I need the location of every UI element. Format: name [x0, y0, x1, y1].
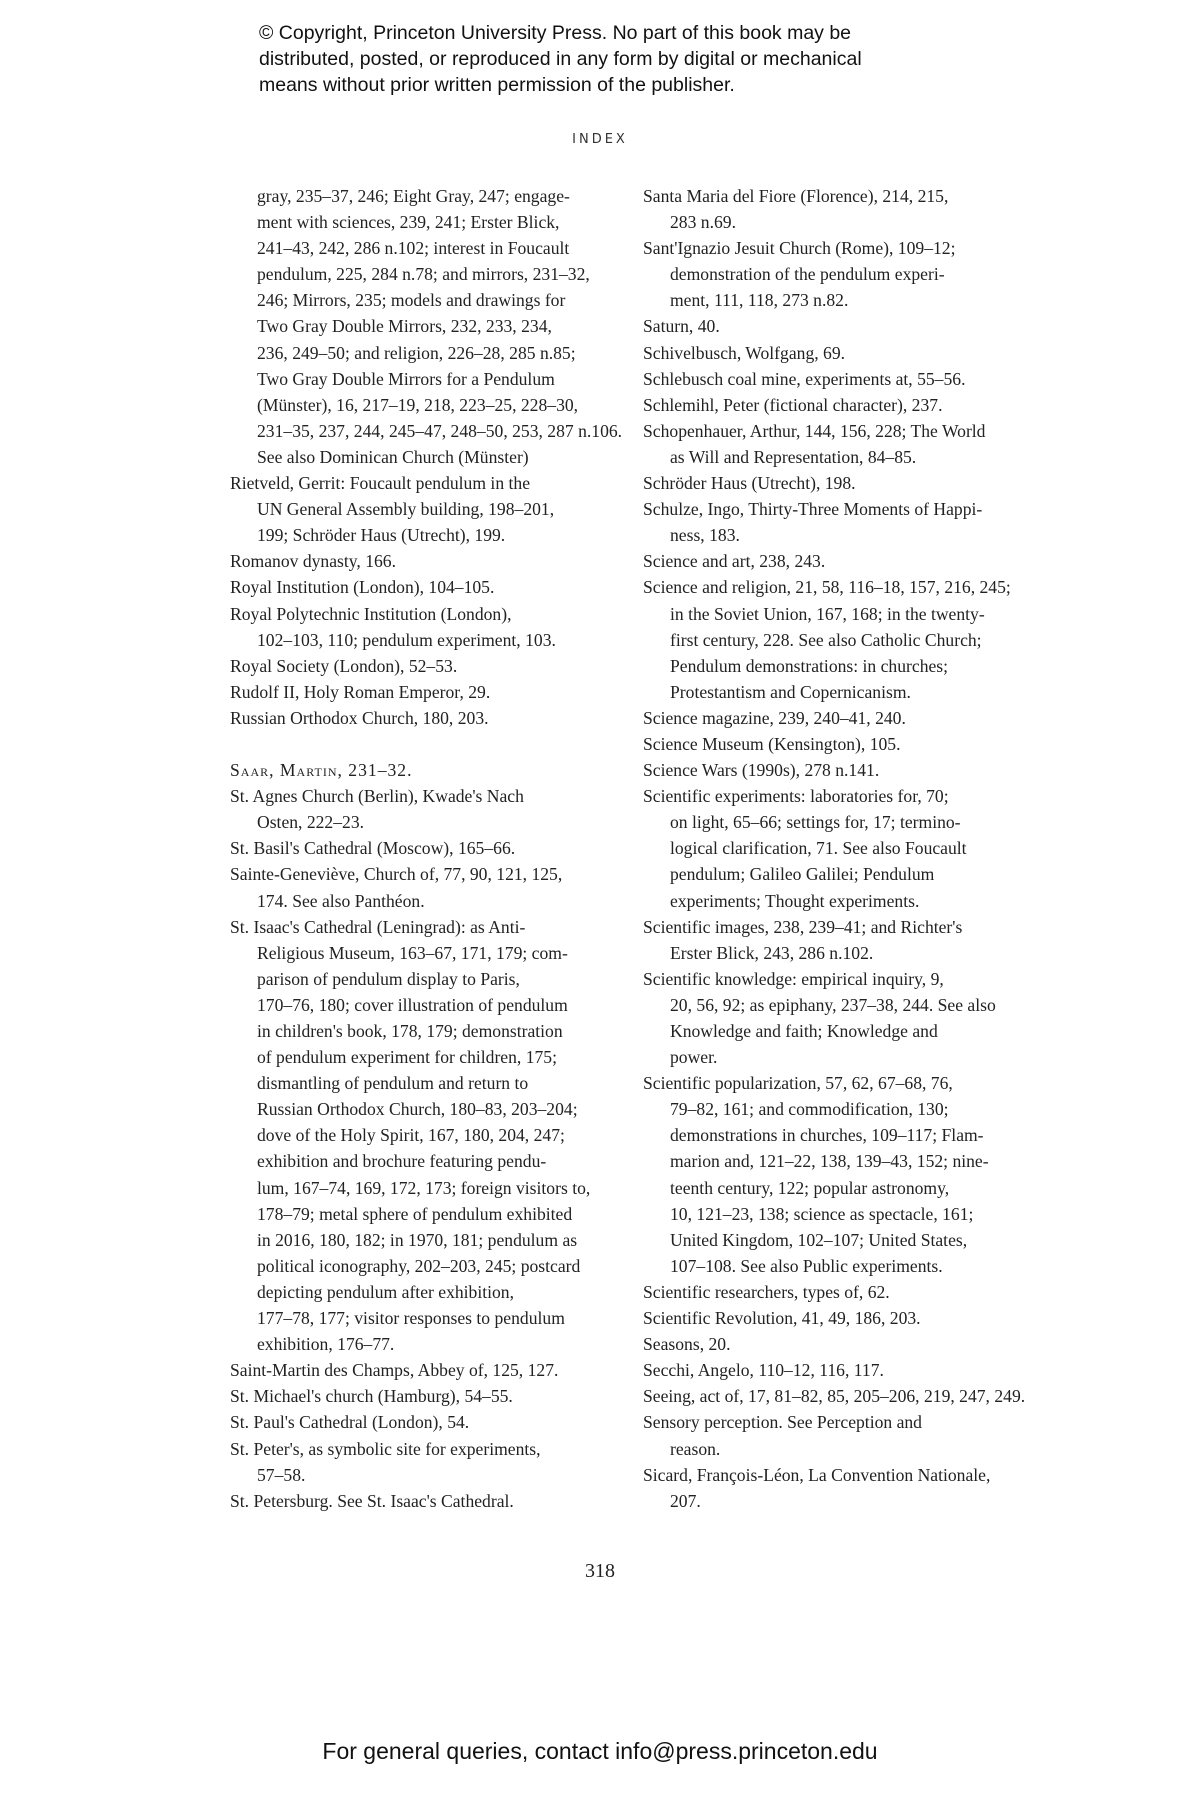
index-line: Rudolf II, Holy Roman Emperor, 29.: [230, 681, 491, 702]
index-line: Seasons, 20.: [643, 1334, 731, 1355]
index-line: Two Gray Double Mirrors, 232, 233, 234,: [257, 316, 552, 337]
index-line: dismantling of pendulum and return to: [257, 1073, 529, 1094]
index-line: Rietveld, Gerrit: Foucault pendulum in the: [230, 473, 531, 494]
index-line: Protestantism and Copernicanism.: [670, 681, 911, 702]
index-line: as Will and Representation, 84–85.: [670, 446, 917, 467]
index-line: 246; Mirrors, 235; models and drawings for: [257, 290, 566, 311]
index-line: Scientific Revolution, 41, 49, 186, 203.: [643, 1308, 921, 1329]
index-line: Knowledge and faith; Knowledge and: [670, 1021, 938, 1041]
index-line: Pendulum demonstrations: in churches;: [670, 655, 949, 676]
index-line: ment with sciences, 239, 241; Erster Blick,: [257, 212, 560, 233]
index-line: marion and, 121–22, 138, 139–43, 152; nine-: [670, 1151, 989, 1172]
index-line: Romanov dynasty, 166.: [230, 551, 396, 572]
index-line: lum, 167–74, 169, 172, 173; foreign visitors to,: [257, 1177, 591, 1198]
index-line: St. Paul's Cathedral (London), 54.: [230, 1412, 470, 1433]
index-line: 236, 249–50; and religion, 226–28, 285 n.85;: [257, 342, 576, 363]
index-line: 178–79; metal sphere of pendulum exhibited: [257, 1203, 573, 1224]
index-line: Schulze, Ingo, Thirty-Three Moments of Happi-: [643, 499, 983, 520]
index-line: Scientific experiments: laboratories for, 70;: [643, 786, 949, 807]
index-line: in the Soviet Union, 167, 168; in the twenty-: [670, 603, 985, 624]
index-line: St. Michael's church (Hamburg), 54–55.: [230, 1386, 513, 1407]
index-line: St. Agnes Church (Berlin), Kwade's Nach: [230, 786, 524, 807]
index-line: Scientific popularization, 57, 62, 67–68, 76,: [643, 1073, 953, 1094]
index-column-left: [230, 183, 630, 1514]
index-line: Saint-Martin des Champs, Abbey of, 125, 127.: [230, 1360, 559, 1381]
index-line: Science Wars (1990s), 278 n.141.: [643, 760, 880, 781]
index-column-right: [643, 183, 1043, 1514]
index-line: 241–43, 242, 286 n.102; interest in Foucault: [257, 238, 570, 259]
index-line: Russian Orthodox Church, 180, 203.: [230, 707, 489, 728]
index-line: UN General Assembly building, 198–201,: [257, 499, 555, 520]
index-line: demonstration of the pendulum experi-: [670, 264, 945, 285]
index-line: power.: [670, 1047, 718, 1068]
index-line: reason.: [670, 1438, 721, 1459]
page-number: 318: [585, 1560, 615, 1582]
index-line: political iconography, 202–203, 245; postcard: [257, 1255, 581, 1276]
footer-contact: For general queries, contact info@press.princeton.edu: [322, 1738, 878, 1764]
index-line: pendulum; Galileo Galilei; Pendulum: [670, 864, 935, 885]
index-line: of pendulum experiment for children, 175;: [257, 1047, 557, 1068]
section-header: INDEX: [572, 132, 628, 147]
index-line: Schlemihl, Peter (fictional character), 237.: [643, 394, 943, 415]
index-line: 283 n.69.: [670, 212, 736, 233]
index-line: 174. See also Panthéon.: [257, 890, 425, 911]
index-line: Russian Orthodox Church, 180–83, 203–204;: [257, 1099, 578, 1120]
index-line: Religious Museum, 163–67, 171, 179; com-: [257, 942, 568, 963]
index-line: St. Petersburg. See St. Isaac's Cathedral.: [230, 1490, 514, 1511]
index-line: St. Basil's Cathedral (Moscow), 165–66.: [230, 838, 516, 859]
index-line: exhibition, 176–77.: [257, 1334, 395, 1355]
index-line: Science and art, 238, 243.: [643, 551, 826, 572]
index-line: Schopenhauer, Arthur, 144, 156, 228; The World: [643, 420, 986, 441]
index-line: teenth century, 122; popular astronomy,: [670, 1177, 950, 1198]
index-line: Seeing, act of, 17, 81–82, 85, 205–206, 219, 247, 249.: [643, 1386, 1026, 1407]
index-line: Scientific knowledge: empirical inquiry, 9,: [643, 968, 944, 989]
index-line: Secchi, Angelo, 110–12, 116, 117.: [643, 1360, 884, 1381]
index-line: in children's book, 178, 179; demonstration: [257, 1021, 563, 1041]
index-line: Scientific researchers, types of, 62.: [643, 1281, 890, 1302]
index-line: 10, 121–23, 138; science as spectacle, 161;: [670, 1203, 974, 1224]
index-line: 207.: [670, 1490, 701, 1511]
index-line: Sicard, François-Léon, La Convention Nationale,: [643, 1464, 991, 1485]
copyright-line: distributed, posted, or reproduced in any form by digital or mechanical: [259, 48, 862, 70]
index-spacer: [230, 731, 630, 757]
index-line: 107–108. See also Public experiments.: [670, 1255, 943, 1276]
index-line: 177–78, 177; visitor responses to pendulum: [257, 1308, 565, 1329]
index-line: Scientific images, 238, 239–41; and Richter's: [643, 916, 963, 937]
index-line: Santa Maria del Fiore (Florence), 214, 215,: [643, 186, 949, 206]
index-line: Sainte-Geneviève, Church of, 77, 90, 121, 125,: [230, 864, 563, 885]
copyright-line: means without prior written permission of the publisher.: [259, 74, 735, 96]
index-line: 79–82, 161; and commodification, 130;: [670, 1099, 949, 1120]
index-line: Schivelbusch, Wolfgang, 69.: [643, 342, 846, 363]
index-line: logical clarification, 71. See also Foucault: [670, 838, 967, 859]
index-line: first century, 228. See also Catholic Church;: [670, 629, 982, 650]
index-line: Sant'Ignazio Jesuit Church (Rome), 109–12;: [643, 238, 956, 259]
copyright-notice: [259, 20, 999, 98]
index-line: St. Isaac's Cathedral (Leningrad): as Anti-: [230, 916, 526, 937]
index-line: St. Peter's, as symbolic site for experiments,: [230, 1438, 541, 1459]
index-line: Royal Polytechnic Institution (London),: [230, 603, 512, 624]
index-line: Schröder Haus (Utrecht), 198.: [643, 473, 856, 494]
index-line: 20, 56, 92; as epiphany, 237–38, 244. See also: [670, 994, 996, 1015]
index-line: on light, 65–66; settings for, 17; termino-: [670, 812, 961, 833]
copyright-line: © Copyright, Princeton University Press. No part of this book may be: [259, 22, 852, 44]
index-line: ment, 111, 118, 273 n.82.: [670, 290, 849, 311]
index-line: 231–35, 237, 244, 245–47, 248–50, 253, 287 n.106.: [257, 420, 623, 441]
index-line: Schlebusch coal mine, experiments at, 55–56.: [643, 368, 966, 389]
index-line: Science Museum (Kensington), 105.: [643, 733, 901, 754]
index-line: 102–103, 110; pendulum experiment, 103.: [257, 629, 556, 650]
index-line: See also Dominican Church (Münster): [257, 446, 529, 467]
index-line: Science magazine, 239, 240–41, 240.: [643, 707, 906, 728]
index-line: Saar, Martin, 231–32.: [230, 760, 413, 781]
index-line: exhibition and brochure featuring pendu-: [257, 1151, 547, 1172]
index-line: Osten, 222–23.: [257, 812, 365, 833]
index-line: (Münster), 16, 217–19, 218, 223–25, 228–30,: [257, 394, 579, 415]
index-line: gray, 235–37, 246; Eight Gray, 247; engage-: [257, 186, 570, 206]
index-line: Royal Society (London), 52–53.: [230, 655, 458, 676]
index-line: Sensory perception. See Perception and: [643, 1412, 922, 1433]
index-line: United Kingdom, 102–107; United States,: [670, 1229, 968, 1250]
index-line: 57–58.: [257, 1464, 306, 1485]
index-line: experiments; Thought experiments.: [670, 890, 920, 911]
index-line: Two Gray Double Mirrors for a Pendulum: [257, 368, 555, 389]
index-line: pendulum, 225, 284 n.78; and mirrors, 231–32,: [257, 264, 590, 285]
index-line: in 2016, 180, 182; in 1970, 181; pendulum as: [257, 1229, 578, 1250]
index-line: Saturn, 40.: [643, 316, 720, 337]
index-line: demonstrations in churches, 109–117; Flam-: [670, 1125, 984, 1146]
index-line: Erster Blick, 243, 286 n.102.: [670, 942, 874, 963]
index-line: Royal Institution (London), 104–105.: [230, 577, 495, 598]
index-line: ness, 183.: [670, 525, 740, 546]
index-line: 199; Schröder Haus (Utrecht), 199.: [257, 525, 506, 546]
index-line: parison of pendulum display to Paris,: [257, 968, 520, 989]
index-line: 170–76, 180; cover illustration of pendulum: [257, 994, 568, 1015]
index-line: dove of the Holy Spirit, 167, 180, 204, 247;: [257, 1125, 565, 1146]
index-line: Science and religion, 21, 58, 116–18, 157, 216, 245;: [643, 577, 1011, 598]
index-line: depicting pendulum after exhibition,: [257, 1281, 514, 1302]
